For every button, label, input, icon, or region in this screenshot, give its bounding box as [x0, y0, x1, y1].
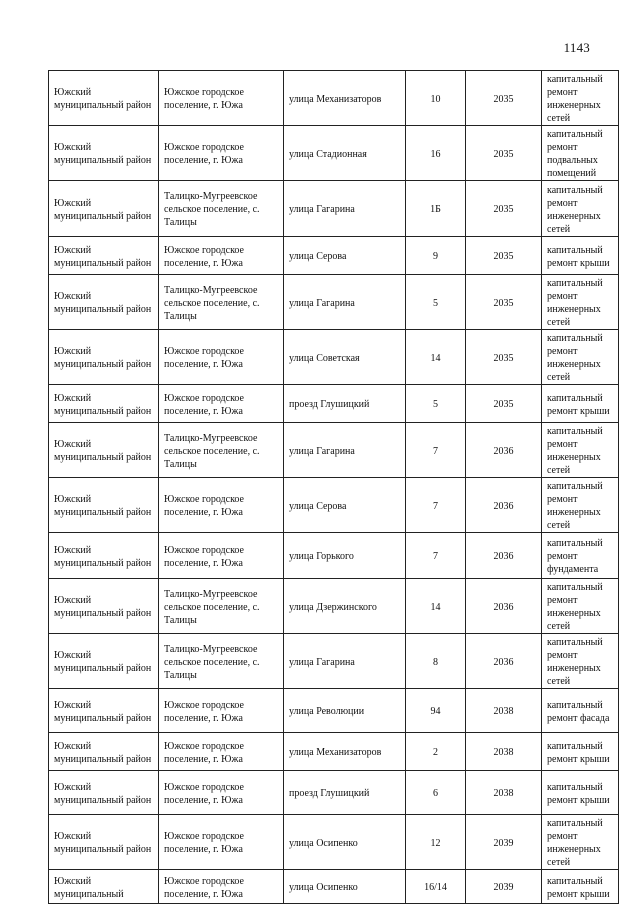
table-row	[49, 634, 619, 689]
house-number-cell: 7	[406, 478, 466, 533]
table-row	[49, 423, 619, 478]
table-row	[49, 870, 619, 904]
house-number-cell: 14	[406, 330, 466, 385]
street-cell: улица Советская	[284, 330, 406, 385]
street-cell: улица Осипенко	[284, 870, 406, 904]
street-cell: улица Горького	[284, 533, 406, 579]
street-cell: улица Дзержинского	[284, 579, 406, 634]
district-cell: Южский муниципальный район	[49, 181, 159, 237]
year-cell: 2035	[466, 275, 542, 330]
work-type-cell: капитальный ремонт подвальных помещений	[542, 126, 619, 181]
work-type-cell: капитальный ремонт инженерных сетей	[542, 423, 619, 478]
settlement-cell: Талицко-Мугреевское сельское поселение, с. Талицы	[159, 579, 284, 634]
work-type-cell: капитальный ремонт крыши	[542, 733, 619, 771]
table-row	[49, 237, 619, 275]
district-cell: Южский муниципальный район	[49, 71, 159, 126]
work-type-cell: капитальный ремонт инженерных сетей	[542, 815, 619, 870]
table-row	[49, 533, 619, 579]
work-type-cell: капитальный ремонт инженерных сетей	[542, 181, 619, 237]
settlement-cell: Талицко-Мугреевское сельское поселение, с. Талицы	[159, 181, 284, 237]
year-cell: 2035	[466, 385, 542, 423]
street-cell: улица Механизаторов	[284, 71, 406, 126]
table-row	[49, 385, 619, 423]
district-cell: Южский муниципальный район	[49, 423, 159, 478]
year-cell: 2039	[466, 815, 542, 870]
year-cell: 2039	[466, 870, 542, 904]
district-cell: Южский муниципальный район	[49, 533, 159, 579]
settlement-cell: Южское городское поселение, г. Южа	[159, 689, 284, 733]
district-cell: Южский муниципальный район	[49, 689, 159, 733]
settlement-cell: Талицко-Мугреевское сельское поселение, с. Талицы	[159, 634, 284, 689]
settlement-cell: Южское городское поселение, г. Южа	[159, 771, 284, 815]
settlement-cell: Южское городское поселение, г. Южа	[159, 237, 284, 275]
year-cell: 2036	[466, 634, 542, 689]
house-number-cell: 2	[406, 733, 466, 771]
table-row	[49, 733, 619, 771]
work-type-cell: капитальный ремонт крыши	[542, 771, 619, 815]
table-row	[49, 689, 619, 733]
district-cell: Южский муниципальный район	[49, 330, 159, 385]
house-number-cell: 14	[406, 579, 466, 634]
settlement-cell: Южское городское поселение, г. Южа	[159, 733, 284, 771]
table-row	[49, 71, 619, 126]
year-cell: 2038	[466, 733, 542, 771]
work-type-cell: капитальный ремонт крыши	[542, 237, 619, 275]
house-number-cell: 5	[406, 385, 466, 423]
house-number-cell: 16/14	[406, 870, 466, 904]
house-number-cell: 7	[406, 533, 466, 579]
district-cell: Южский муниципальный район	[49, 579, 159, 634]
house-number-cell: 12	[406, 815, 466, 870]
street-cell: улица Осипенко	[284, 815, 406, 870]
street-cell: улица Серова	[284, 237, 406, 275]
district-cell: Южский муниципальный район	[49, 237, 159, 275]
settlement-cell: Южское городское поселение, г. Южа	[159, 126, 284, 181]
settlement-cell: Южское городское поселение, г. Южа	[159, 71, 284, 126]
table-row	[49, 275, 619, 330]
table-row	[49, 478, 619, 533]
street-cell: улица Гагарина	[284, 275, 406, 330]
year-cell: 2036	[466, 579, 542, 634]
house-number-cell: 8	[406, 634, 466, 689]
settlement-cell: Южское городское поселение, г. Южа	[159, 478, 284, 533]
year-cell: 2036	[466, 478, 542, 533]
year-cell: 2036	[466, 423, 542, 478]
year-cell: 2035	[466, 237, 542, 275]
year-cell: 2036	[466, 533, 542, 579]
district-cell: Южский муниципальный район	[49, 733, 159, 771]
work-type-cell: капитальный ремонт инженерных сетей	[542, 330, 619, 385]
table-row	[49, 330, 619, 385]
work-type-cell: капитальный ремонт инженерных сетей	[542, 579, 619, 634]
street-cell: проезд Глушицкий	[284, 771, 406, 815]
house-number-cell: 6	[406, 771, 466, 815]
repair-schedule-table	[48, 70, 619, 904]
work-type-cell: капитальный ремонт фундамента	[542, 533, 619, 579]
house-number-cell: 1Б	[406, 181, 466, 237]
street-cell: улица Гагарина	[284, 634, 406, 689]
settlement-cell: Талицко-Мугреевское сельское поселение, с. Талицы	[159, 423, 284, 478]
work-type-cell: капитальный ремонт фасада	[542, 689, 619, 733]
street-cell: улица Механизаторов	[284, 733, 406, 771]
settlement-cell: Южское городское поселение, г. Южа	[159, 385, 284, 423]
year-cell: 2035	[466, 181, 542, 237]
street-cell: улица Революции	[284, 689, 406, 733]
street-cell: улица Стадионная	[284, 126, 406, 181]
street-cell: проезд Глушицкий	[284, 385, 406, 423]
settlement-cell: Южское городское поселение, г. Южа	[159, 815, 284, 870]
settlement-cell: Южское городское поселение, г. Южа	[159, 870, 284, 904]
district-cell: Южский муниципальный	[49, 870, 159, 904]
district-cell: Южский муниципальный район	[49, 275, 159, 330]
year-cell: 2035	[466, 126, 542, 181]
work-type-cell: капитальный ремонт крыши	[542, 385, 619, 423]
district-cell: Южский муниципальный район	[49, 126, 159, 181]
table-row	[49, 579, 619, 634]
house-number-cell: 10	[406, 71, 466, 126]
district-cell: Южский муниципальный район	[49, 478, 159, 533]
year-cell: 2035	[466, 71, 542, 126]
work-type-cell: капитальный ремонт инженерных сетей	[542, 634, 619, 689]
table-row	[49, 771, 619, 815]
district-cell: Южский муниципальный район	[49, 815, 159, 870]
table-body	[49, 71, 619, 904]
settlement-cell: Южское городское поселение, г. Южа	[159, 533, 284, 579]
street-cell: улица Гагарина	[284, 423, 406, 478]
page-number: 1143	[563, 40, 590, 55]
street-cell: улица Гагарина	[284, 181, 406, 237]
street-cell: улица Серова	[284, 478, 406, 533]
settlement-cell: Талицко-Мугреевское сельское поселение, с. Талицы	[159, 275, 284, 330]
district-cell: Южский муниципальный район	[49, 385, 159, 423]
year-cell: 2035	[466, 330, 542, 385]
work-type-cell: капитальный ремонт инженерных сетей	[542, 71, 619, 126]
table-row	[49, 815, 619, 870]
settlement-cell: Южское городское поселение, г. Южа	[159, 330, 284, 385]
house-number-cell: 5	[406, 275, 466, 330]
house-number-cell: 9	[406, 237, 466, 275]
table-row	[49, 126, 619, 181]
work-type-cell: капитальный ремонт крыши	[542, 870, 619, 904]
house-number-cell: 7	[406, 423, 466, 478]
work-type-cell: капитальный ремонт инженерных сетей	[542, 478, 619, 533]
house-number-cell: 16	[406, 126, 466, 181]
work-type-cell: капитальный ремонт инженерных сетей	[542, 275, 619, 330]
house-number-cell: 94	[406, 689, 466, 733]
year-cell: 2038	[466, 689, 542, 733]
district-cell: Южский муниципальный район	[49, 771, 159, 815]
table-row	[49, 181, 619, 237]
year-cell: 2038	[466, 771, 542, 815]
district-cell: Южский муниципальный район	[49, 634, 159, 689]
